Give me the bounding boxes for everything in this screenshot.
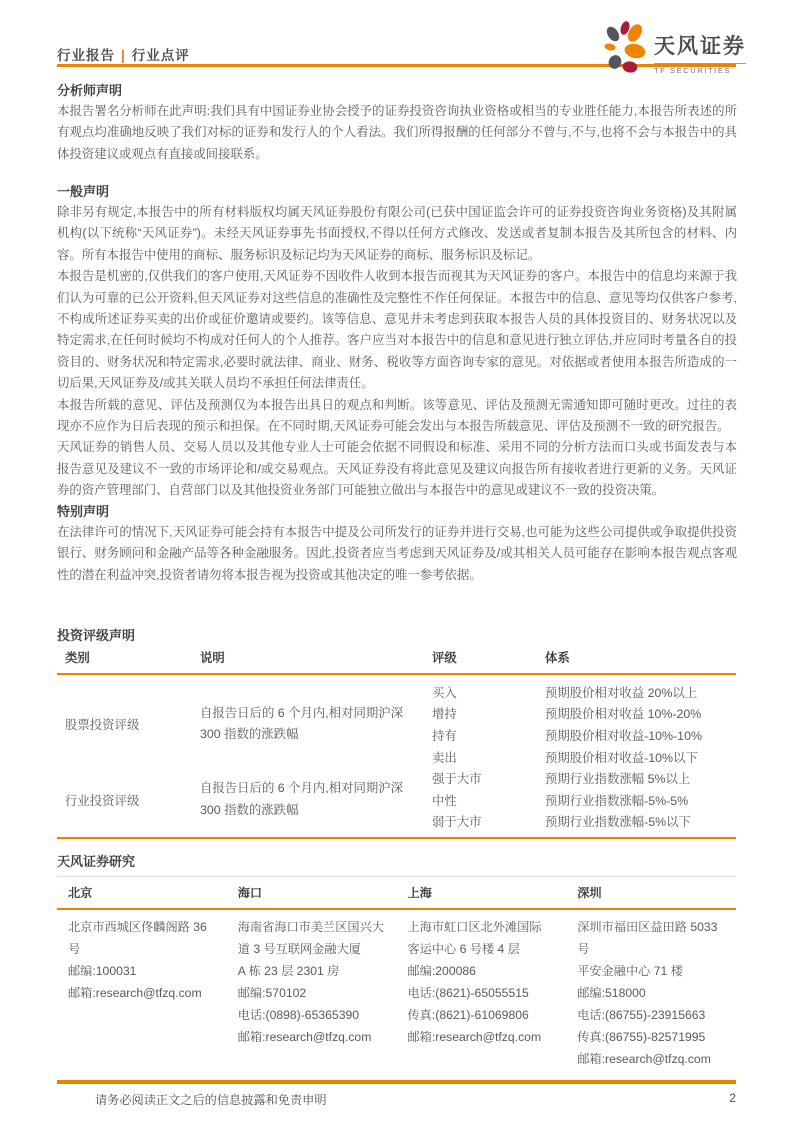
tf-flower-icon (604, 20, 648, 81)
rating-system: 预期行业指数涨幅 5%以上 (545, 772, 691, 787)
general-paragraph-1: 除非另有规定,本报告中的所有材料版权均属天风证券股份有限公司(已获中国证监会许可的证券投资咨询业务资格)及其附属机构(以下统称“天风证券”)。未经天风证券事先书面授权,不得以任何方式修改、发送或者复制本报告及其所包含的材料、内容。所有本报告中使用的商标、服务标识及标记均为天风证券的商标、服务标识及标记。 (57, 205, 737, 262)
rating-system: 预期股价相对收益 20%以上 (545, 685, 698, 700)
rating-table-header (57, 648, 736, 675)
col-header-system: 体系 (545, 651, 570, 665)
office-city-beijing: 北京 (68, 886, 93, 900)
special-statement-heading: 特别声明 (57, 504, 110, 519)
office-city-shenzhen: 深圳 (577, 886, 602, 900)
rating-category-industry: 行业投资评级 (65, 793, 140, 808)
rating-system: 预期行业指数涨幅-5%以下 (545, 815, 691, 830)
analyst-statement-heading: 分析师声明 (57, 83, 123, 98)
office-email-line: 邮箱:research@tfzq.com (237, 1030, 372, 1044)
office-address-line: 深圳市福田区益田路 5033 号 (577, 920, 718, 956)
rating-system: 预期股价相对收益-10%-10% (545, 728, 702, 743)
report-category-label: 行业点评 (131, 48, 190, 63)
office-address-line: A 栋 23 层 2301 房 (237, 964, 340, 978)
office-shenzhen (566, 916, 736, 1070)
rating-label: 增持 (432, 707, 457, 722)
offices-table (57, 876, 736, 1083)
rating-label: 买入 (432, 685, 457, 700)
office-email-line: 邮箱:research@tfzq.com (68, 986, 202, 1000)
general-statement-heading: 一般声明 (57, 184, 110, 199)
office-email-line: 邮箱:research@tfzq.com (407, 1030, 542, 1044)
office-address-line: 平安金融中心 71 楼 (577, 964, 683, 978)
office-fax-line: 传真:(8621)-61069806 (407, 1008, 529, 1022)
logo-name-cn: 天风证券 (654, 30, 746, 64)
general-paragraph-2: 本报告是机密的,仅供我们的客户使用,天风证券不因收件人收到本报告而视其为天风证券的客户。本报告中的信息均来源于我们认为可靠的已公开资料,但天风证券对这些信息的准确性及完整性不作任何保证。本报告中的信息、意见等均仅供客户参考,不构成所述证券买卖的出价或征价邀请或要约。该等信息、意见并未考虑到获取本报告人员的具体投资目的、财务状况以及特定需求,在任何时候均不构成对任何人的个人推荐。客户应当对本报告中的信息和意见进行独立评估,并应同时考量各自的投资目的、财务状况和特定需求,必要时就法律、商业、财务、税收等方面咨询专家的意见。对依据或者使用本报告所造成的一切后果,天风证券及/或其关联人员均不承担任何法律责任。 (57, 269, 737, 391)
rating-category-stock: 股票投资评级 (65, 718, 140, 733)
general-paragraph-3: 本报告所载的意见、评估及预测仅为本报告出具日的观点和判断。该等意见、评估及预测无需通知即可随时更改。过往的表现亦不应作为日后表现的预示和担保。在不同时期,天风证券可能会发出与本报告所载意见、评估及预测不一致的研究报告。 (57, 397, 737, 434)
rating-desc-stock: 自报告日后的 6 个月内,相对同期沪深 300 指数的涨跌幅 (200, 705, 404, 742)
logo-name-en: TF SECURITIES (654, 66, 732, 75)
page-number: 2 (729, 1091, 736, 1105)
general-paragraph-4: 天风证券的销售人员、交易人员以及其他专业人士可能会依据不同假设和标准、采用不同的分析方法而口头或书面发表与本报告意见及建议不一致的市场评论和/或交易观点。天风证券没有将此意见及建议向报告所有接收者进行更新的义务。天风证券的资产管理部门、自营部门以及其他投资业务部门可能独立做出与本报告中的意见或建议不一致的投资决策。 (57, 440, 737, 498)
office-haikou (227, 916, 397, 1070)
col-header-description: 说明 (200, 651, 225, 665)
rating-label: 弱于大市 (432, 815, 482, 830)
office-zip-line: 邮编:200086 (407, 964, 476, 978)
rating-table-body (57, 675, 736, 839)
breadcrumb (57, 44, 190, 64)
research-heading: 天风证券研究 (57, 854, 136, 869)
rating-label: 中性 (432, 793, 457, 808)
office-email-line: 邮箱:research@tfzq.com (577, 1052, 711, 1066)
office-address-line: 客运中心 6 号楼 4 层 (407, 942, 520, 956)
col-header-rating: 评级 (432, 651, 457, 665)
office-city-haikou: 海口 (237, 886, 263, 900)
office-address-line: 北京市西城区佟麟阁路 36 号 (68, 920, 207, 956)
office-address-line: 上海市虹口区北外滩国际 (407, 920, 542, 934)
general-statement-body (57, 202, 737, 502)
office-zip-line: 邮编:570102 (237, 986, 307, 1000)
special-statement-body (57, 522, 737, 586)
breadcrumb-divider: | (121, 48, 126, 63)
rating-system: 预期股价相对收益 10%-20% (545, 707, 702, 722)
rating-table (57, 648, 736, 839)
office-zip-line: 邮编:100031 (68, 964, 137, 978)
offices-table-header (57, 876, 736, 910)
special-statement-paragraph: 在法律许可的情况下,天风证券可能会持有本报告中提及公司所发行的证券并进行交易,也可能为这些公司提供或争取提供投资银行、财务顾问和金融产品等各种金融服务。因此,投资者应当考虑到天风证券及/或其相关人员可能存在影响本报告观点客观性的潜在利益冲突,投资者请勿将本报告视为投资或其他决定的唯一参考依据。 (57, 525, 737, 582)
col-header-category: 类别 (65, 651, 90, 665)
footer-divider-line (57, 1081, 736, 1084)
offices-table-body (57, 910, 736, 1083)
footer-disclaimer-note: 请务必阅读正文之后的信息披露和免责申明 (95, 1093, 327, 1107)
office-phone-line: 电话:(0898)-65365390 (237, 1008, 360, 1022)
analyst-statement-paragraph: 本报告署名分析师在此声明:我们具有中国证券业协会授予的证券投资咨询执业资格或相当的专业胜任能力,本报告所表述的所有观点均准确地反映了我们对标的证券和发行人的个人看法。我们所得报酬的任何部分不曾与,不与,也将不会与本报告中的具体投资建议或观点有直接或间接联系。 (57, 104, 737, 161)
rating-system: 预期行业指数涨幅-5%-5% (545, 793, 689, 808)
office-phone-line: 电话:(8621)-65055515 (407, 986, 529, 1000)
analyst-statement-body (57, 101, 737, 165)
office-beijing (57, 916, 227, 1070)
rating-system: 预期股价相对收益-10%以下 (545, 750, 698, 765)
rating-declaration-heading: 投资评级声明 (57, 628, 136, 643)
rating-desc-industry: 自报告日后的 6 个月内,相对同期沪深 300 指数的涨跌幅 (200, 781, 404, 817)
office-zip-line: 邮编:518000 (577, 986, 646, 1000)
rating-label: 强于大市 (432, 772, 482, 787)
office-shanghai (397, 916, 567, 1070)
report-type-label: 行业报告 (57, 48, 115, 63)
office-fax-line: 传真:(86755)-82571995 (577, 1030, 706, 1044)
tf-securities-logo (604, 20, 746, 76)
rating-label: 卖出 (432, 750, 457, 765)
office-phone-line: 电话:(86755)-23915663 (577, 1008, 706, 1022)
logo-wordmark (654, 20, 746, 75)
office-city-shanghai: 上海 (407, 886, 432, 900)
office-address-line: 海南省海口市美兰区国兴大道 3 号互联网金融大厦 (237, 920, 384, 956)
rating-label: 持有 (432, 728, 457, 743)
